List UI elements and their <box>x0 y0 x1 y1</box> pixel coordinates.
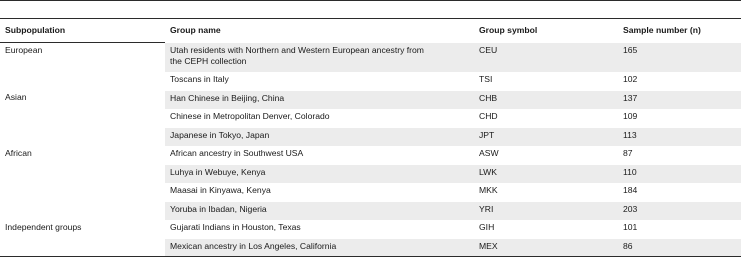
table-row <box>0 238 741 257</box>
cell-group-symbol: ASW <box>474 146 618 165</box>
table-header-row <box>0 19 741 43</box>
header-subpopulation: Subpopulation <box>0 19 165 43</box>
cell-subpopulation: Independent groups <box>0 220 165 239</box>
table-row <box>0 183 741 202</box>
cell-subpopulation <box>0 238 165 257</box>
cell-sample-number: 102 <box>618 72 741 91</box>
cell-sample-number: 109 <box>618 109 741 128</box>
cell-group-symbol: CHD <box>474 109 618 128</box>
cell-subpopulation: Asian <box>0 90 165 109</box>
cell-group-name: Han Chinese in Beijing, China <box>165 90 474 109</box>
cell-group-name: Japanese in Tokyo, Japan <box>165 127 474 146</box>
cell-group-name: Maasai in Kinyawa, Kenya <box>165 183 474 202</box>
header-group-name: Group name <box>165 19 474 43</box>
table-row <box>0 109 741 128</box>
cell-subpopulation <box>0 164 165 183</box>
cell-group-symbol: CEU <box>474 43 618 72</box>
cell-group-name: Toscans in Italy <box>165 72 474 91</box>
table-row <box>0 43 741 72</box>
table-row <box>0 90 741 109</box>
cell-group-name: Yoruba in Ibadan, Nigeria <box>165 201 474 220</box>
cell-group-symbol: MKK <box>474 183 618 202</box>
cell-subpopulation <box>0 72 165 91</box>
cell-sample-number: 86 <box>618 238 741 257</box>
table-row <box>0 146 741 165</box>
cell-subpopulation: African <box>0 146 165 165</box>
cell-group-symbol: YRI <box>474 201 618 220</box>
cell-group-symbol: GIH <box>474 220 618 239</box>
table-row <box>0 201 741 220</box>
group-name-text: Utah residents with Northern and Western European ancestry from the CEPH collection <box>170 45 424 66</box>
cell-group-name: Mexican ancestry in Los Angeles, California <box>165 238 474 257</box>
table-row <box>0 220 741 239</box>
cell-sample-number: 203 <box>618 201 741 220</box>
header-sample-number: Sample number (n) <box>618 19 741 43</box>
cell-group-name: Luhya in Webuye, Kenya <box>165 164 474 183</box>
cell-subpopulation <box>0 183 165 202</box>
cell-sample-number: 87 <box>618 146 741 165</box>
cell-sample-number: 137 <box>618 90 741 109</box>
table-row <box>0 127 741 146</box>
cell-subpopulation <box>0 109 165 128</box>
cell-group-name: Gujarati Indians in Houston, Texas <box>165 220 474 239</box>
cell-group-symbol: CHB <box>474 90 618 109</box>
cell-group-name: African ancestry in Southwest USA <box>165 146 474 165</box>
cell-sample-number: 184 <box>618 183 741 202</box>
cell-group-symbol: TSI <box>474 72 618 91</box>
table-row <box>0 72 741 91</box>
population-table <box>0 18 741 257</box>
cell-group-symbol: JPT <box>474 127 618 146</box>
cell-subpopulation: European <box>0 43 165 72</box>
table-row <box>0 164 741 183</box>
cell-sample-number: 101 <box>618 220 741 239</box>
header-group-symbol: Group symbol <box>474 19 618 43</box>
cell-group-symbol: LWK <box>474 164 618 183</box>
cell-subpopulation <box>0 127 165 146</box>
cell-sample-number: 110 <box>618 164 741 183</box>
cell-group-name: Chinese in Metropolitan Denver, Colorado <box>165 109 474 128</box>
cell-sample-number: 113 <box>618 127 741 146</box>
cell-group-name <box>165 43 474 72</box>
cell-sample-number: 165 <box>618 43 741 72</box>
cell-group-symbol: MEX <box>474 238 618 257</box>
cell-subpopulation <box>0 201 165 220</box>
